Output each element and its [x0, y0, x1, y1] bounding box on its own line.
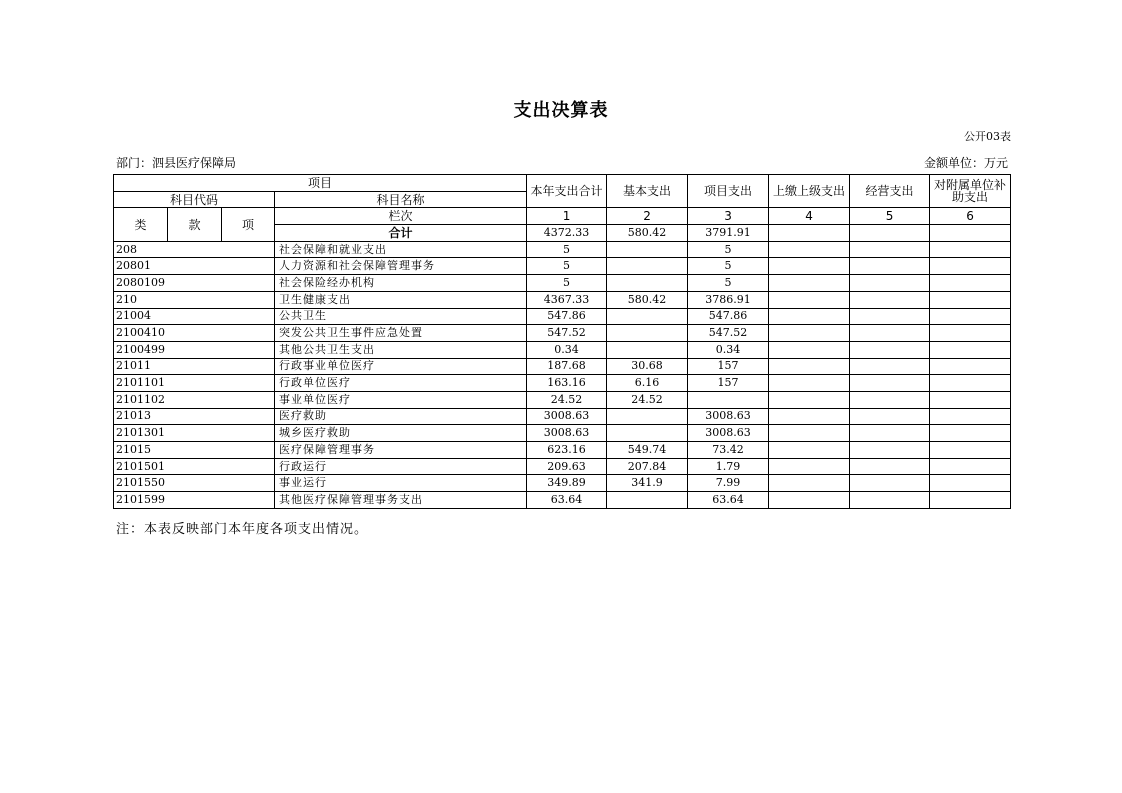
amount-cell: [930, 492, 1011, 509]
amount-cell: 0.34: [527, 341, 607, 358]
amount-cell: 187.68: [527, 358, 607, 375]
amount-cell: [769, 325, 850, 342]
amount-cell: 5: [688, 258, 769, 275]
table-row: [114, 442, 1011, 459]
amount-cell: [769, 442, 850, 459]
amount-cell: [850, 341, 930, 358]
expenditure-table: [113, 174, 1011, 509]
table-row: [114, 325, 1011, 342]
subject-code: 2101102: [114, 391, 275, 408]
amount-cell: 209.63: [527, 458, 607, 475]
subject-code: 2080109: [114, 275, 275, 292]
header-lanci: 栏次: [275, 208, 527, 225]
amount-cell: [607, 258, 688, 275]
amount-cell: 547.52: [527, 325, 607, 342]
subject-code: 210: [114, 291, 275, 308]
amount-cell: 157: [688, 358, 769, 375]
amount-cell: 3008.63: [688, 408, 769, 425]
subject-code: 20801: [114, 258, 275, 275]
table-row: [114, 425, 1011, 442]
subject-name: 卫生健康支出: [275, 291, 527, 308]
table-row: [114, 492, 1011, 509]
subject-code: 2100499: [114, 341, 275, 358]
amount-cell: [769, 458, 850, 475]
subject-code: 2101599: [114, 492, 275, 509]
total-value: [850, 225, 930, 242]
subject-name: 其他医疗保障管理事务支出: [275, 492, 527, 509]
amount-cell: 207.84: [607, 458, 688, 475]
header-lei: 类: [114, 208, 168, 241]
page-title: 支出决算表: [513, 100, 609, 121]
subject-name: 社会保险经办机构: [275, 275, 527, 292]
amount-cell: [930, 408, 1011, 425]
amount-cell: [930, 391, 1011, 408]
amount-cell: 349.89: [527, 475, 607, 492]
subject-code: 2100410: [114, 325, 275, 342]
subject-code: 208: [114, 241, 275, 258]
amount-cell: 3008.63: [688, 425, 769, 442]
amount-cell: 3008.63: [527, 408, 607, 425]
amount-cell: 0.34: [688, 341, 769, 358]
column-number: 2: [607, 208, 688, 225]
table-row: [114, 241, 1011, 258]
header-col-subsidiary: 对附属单位补助支出: [930, 175, 1011, 208]
amount-cell: [769, 341, 850, 358]
amount-cell: 7.99: [688, 475, 769, 492]
subject-code: 2101301: [114, 425, 275, 442]
amount-cell: [607, 241, 688, 258]
subject-code: 21004: [114, 308, 275, 325]
total-value: 4372.33: [527, 225, 607, 242]
amount-cell: 4367.33: [527, 291, 607, 308]
amount-cell: 24.52: [607, 391, 688, 408]
amount-cell: [850, 492, 930, 509]
amount-cell: [607, 275, 688, 292]
subject-name: 医疗救助: [275, 408, 527, 425]
amount-cell: 163.16: [527, 375, 607, 392]
table-row: [114, 475, 1011, 492]
table-row: [114, 275, 1011, 292]
amount-cell: [850, 308, 930, 325]
amount-cell: 5: [688, 275, 769, 292]
amount-cell: 63.64: [688, 492, 769, 509]
amount-cell: [769, 391, 850, 408]
subject-name: 行政事业单位医疗: [275, 358, 527, 375]
amount-cell: [930, 241, 1011, 258]
column-number: 1: [527, 208, 607, 225]
subject-code: 2101501: [114, 458, 275, 475]
total-value: [769, 225, 850, 242]
subject-name: 突发公共卫生事件应急处置: [275, 325, 527, 342]
subject-code: 2101550: [114, 475, 275, 492]
amount-cell: 73.42: [688, 442, 769, 459]
footnote: 注：本表反映部门本年度各项支出情况。: [116, 522, 369, 537]
amount-cell: [607, 425, 688, 442]
amount-cell: [930, 341, 1011, 358]
amount-cell: [930, 291, 1011, 308]
amount-unit-label: 金额单位：万元: [923, 156, 1008, 170]
subject-code: 21015: [114, 442, 275, 459]
subject-name: 公共卫生: [275, 308, 527, 325]
amount-cell: [930, 425, 1011, 442]
subject-name: 事业单位医疗: [275, 391, 527, 408]
amount-cell: 549.74: [607, 442, 688, 459]
table-row: [114, 341, 1011, 358]
header-col-business: 经营支出: [850, 175, 930, 208]
table-row: [114, 308, 1011, 325]
table-row: [114, 458, 1011, 475]
amount-cell: [850, 425, 930, 442]
amount-cell: 623.16: [527, 442, 607, 459]
subject-name: 其他公共卫生支出: [275, 341, 527, 358]
total-label: 合计: [275, 225, 527, 242]
amount-cell: 6.16: [607, 375, 688, 392]
amount-cell: [850, 291, 930, 308]
amount-cell: [769, 408, 850, 425]
amount-cell: [850, 458, 930, 475]
table-row: [114, 358, 1011, 375]
amount-cell: 30.68: [607, 358, 688, 375]
amount-cell: [607, 325, 688, 342]
amount-cell: [930, 358, 1011, 375]
amount-cell: 3786.91: [688, 291, 769, 308]
header-subject-name: 科目名称: [275, 191, 527, 208]
amount-cell: [607, 408, 688, 425]
total-value: 580.42: [607, 225, 688, 242]
amount-cell: [850, 391, 930, 408]
column-number: 4: [769, 208, 850, 225]
header-col-project: 项目支出: [688, 175, 769, 208]
amount-cell: [850, 375, 930, 392]
amount-cell: [769, 308, 850, 325]
amount-cell: [688, 391, 769, 408]
amount-cell: 547.86: [688, 308, 769, 325]
subject-code: 2101101: [114, 375, 275, 392]
amount-cell: [930, 475, 1011, 492]
subject-code: 21013: [114, 408, 275, 425]
amount-cell: [769, 258, 850, 275]
amount-cell: 547.86: [527, 308, 607, 325]
header-subject-code: 科目代码: [114, 191, 275, 208]
table-row: [114, 375, 1011, 392]
amount-cell: [930, 375, 1011, 392]
subject-name: 城乡医疗救助: [275, 425, 527, 442]
amount-cell: [850, 241, 930, 258]
amount-cell: 1.79: [688, 458, 769, 475]
total-value: [930, 225, 1011, 242]
table-row: [114, 391, 1011, 408]
amount-cell: 5: [688, 241, 769, 258]
amount-cell: 5: [527, 258, 607, 275]
amount-cell: 3008.63: [527, 425, 607, 442]
amount-cell: [850, 442, 930, 459]
header-xiang: 项: [222, 208, 275, 241]
amount-cell: [607, 341, 688, 358]
amount-cell: [850, 275, 930, 292]
amount-cell: [769, 241, 850, 258]
amount-cell: [769, 375, 850, 392]
header-col-total: 本年支出合计: [527, 175, 607, 208]
subject-name: 行政运行: [275, 458, 527, 475]
amount-cell: [930, 275, 1011, 292]
table-row: [114, 408, 1011, 425]
amount-cell: 5: [527, 275, 607, 292]
amount-cell: [930, 258, 1011, 275]
header-item: 项目: [114, 175, 527, 192]
column-number: 5: [850, 208, 930, 225]
column-number: 6: [930, 208, 1011, 225]
table-row: [114, 258, 1011, 275]
amount-cell: [607, 308, 688, 325]
amount-cell: [930, 458, 1011, 475]
amount-cell: [769, 358, 850, 375]
amount-cell: [769, 475, 850, 492]
header-kuan: 款: [168, 208, 222, 241]
subject-name: 事业运行: [275, 475, 527, 492]
amount-cell: [769, 492, 850, 509]
subject-name: 人力资源和社会保障管理事务: [275, 258, 527, 275]
amount-cell: [850, 475, 930, 492]
amount-cell: [850, 358, 930, 375]
column-number: 3: [688, 208, 769, 225]
header-col-upper: 上缴上级支出: [769, 175, 850, 208]
amount-cell: 157: [688, 375, 769, 392]
amount-cell: 580.42: [607, 291, 688, 308]
amount-cell: [930, 442, 1011, 459]
subject-name: 医疗保障管理事务: [275, 442, 527, 459]
amount-cell: [769, 275, 850, 292]
subject-code: 21011: [114, 358, 275, 375]
amount-cell: [769, 291, 850, 308]
amount-cell: [769, 425, 850, 442]
amount-cell: [850, 325, 930, 342]
header-col-basic: 基本支出: [607, 175, 688, 208]
amount-cell: [850, 408, 930, 425]
amount-cell: 341.9: [607, 475, 688, 492]
total-value: 3791.91: [688, 225, 769, 242]
amount-cell: [850, 258, 930, 275]
subject-name: 社会保障和就业支出: [275, 241, 527, 258]
amount-cell: [607, 492, 688, 509]
amount-cell: 24.52: [527, 391, 607, 408]
department-label: 部门：泗县医疗保障局: [116, 156, 237, 170]
form-number: 公开03表: [964, 130, 1011, 143]
subject-name: 行政单位医疗: [275, 375, 527, 392]
table-row: [114, 291, 1011, 308]
amount-cell: [930, 308, 1011, 325]
amount-cell: 63.64: [527, 492, 607, 509]
amount-cell: [930, 325, 1011, 342]
amount-cell: 547.52: [688, 325, 769, 342]
amount-cell: 5: [527, 241, 607, 258]
